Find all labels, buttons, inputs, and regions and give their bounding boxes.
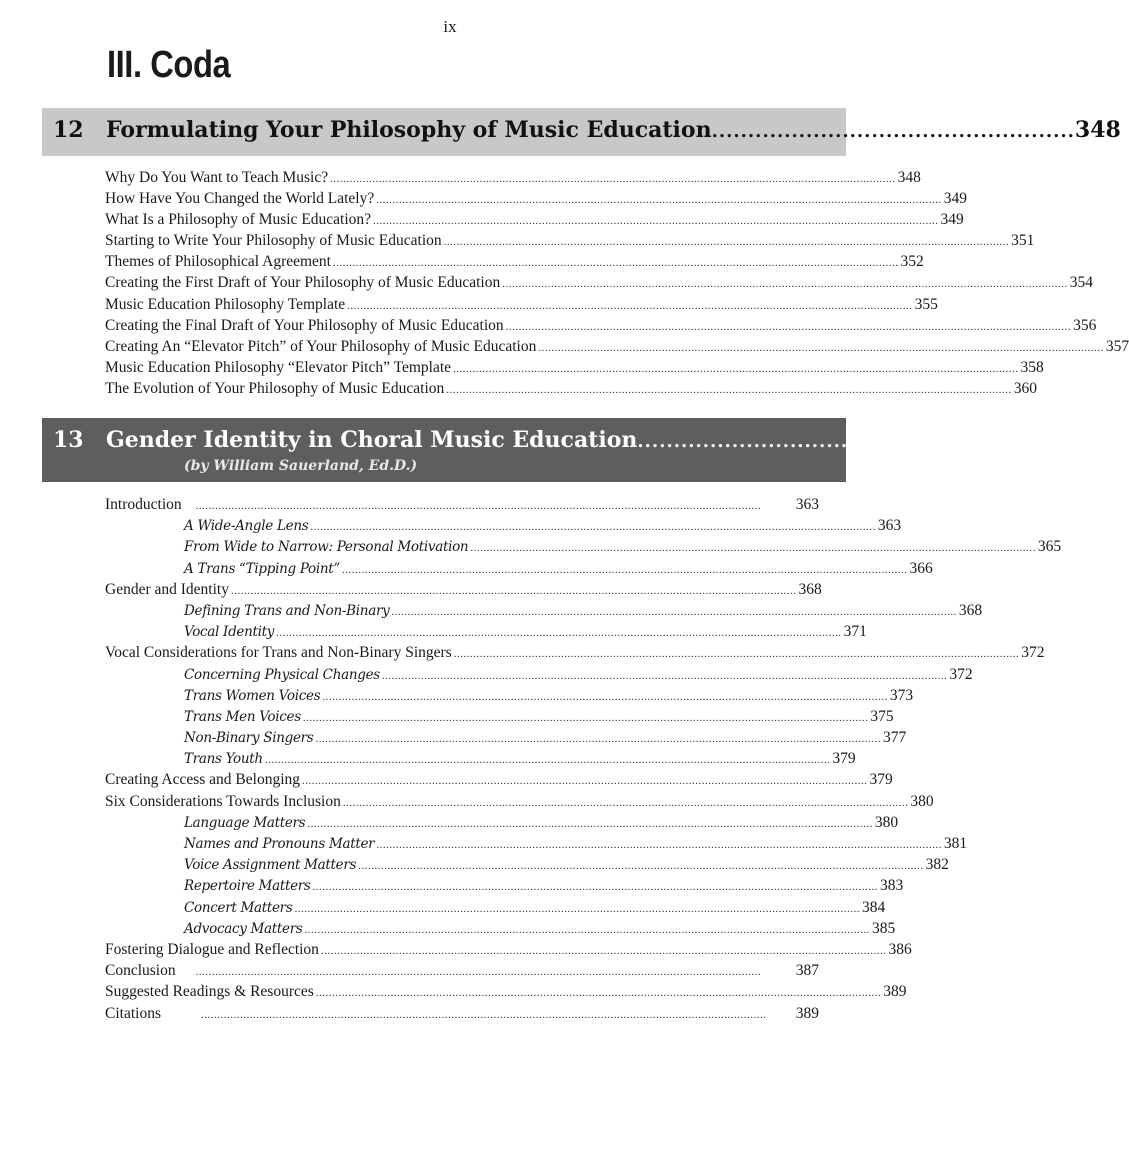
chapter-13-entries xyxy=(105,496,1062,1026)
toc-entry[interactable] xyxy=(105,962,819,983)
leader-dots: .............................................................................................................................................................................. xyxy=(453,362,1019,375)
toc-entry[interactable] xyxy=(105,496,819,517)
entry-page: 351 xyxy=(1011,232,1035,250)
entry-title: Creating Access and Belonging xyxy=(105,771,300,789)
toc-entry[interactable] xyxy=(105,337,1129,359)
toc-subentry[interactable] xyxy=(105,623,867,644)
entry-page: 363 xyxy=(877,517,902,535)
chapter-author: (by William Sauerland, Ed.D.) xyxy=(184,458,418,474)
toc-entry[interactable] xyxy=(105,316,1097,338)
leader-dots: .............................................................................................................................................................................. xyxy=(342,563,908,576)
entry-title: Themes of Philosophical Agreement xyxy=(105,253,331,271)
chapter-title: Gender Identity in Choral Music Education xyxy=(106,427,638,453)
toc-entry[interactable] xyxy=(105,580,822,602)
leader-dots: .............................................................................................................................................................................. xyxy=(195,966,762,979)
entry-page: 368 xyxy=(958,601,983,619)
entry-page: 375 xyxy=(870,707,894,725)
entry-page: 352 xyxy=(900,253,924,271)
toc-subentry[interactable] xyxy=(105,707,894,729)
toc-subentry[interactable] xyxy=(105,813,899,835)
toc-entry[interactable] xyxy=(105,253,924,274)
chapter-12-entries xyxy=(105,169,1129,401)
toc-subentry[interactable] xyxy=(105,559,933,581)
entry-title: Concerning Physical Changes xyxy=(184,666,380,683)
toc-entry[interactable] xyxy=(105,379,1038,401)
toc-entry[interactable] xyxy=(105,940,912,962)
leader-dots: .............................................................................................................................................................................. xyxy=(373,215,939,228)
entry-page: 348 xyxy=(897,169,921,186)
entry-title: Creating the Final Draft of Your Philosophy of Music Education xyxy=(105,316,504,334)
leader-dots: .............................................................................................................................................................................. xyxy=(347,299,913,312)
entry-page: 372 xyxy=(949,665,973,683)
entry-page: 379 xyxy=(832,750,856,768)
entry-title: Suggested Readings & Resources xyxy=(105,983,314,1001)
leader-dots: .................................................. xyxy=(711,121,1075,142)
toc-entry[interactable] xyxy=(105,274,1093,295)
toc-subentry[interactable] xyxy=(105,898,886,920)
entry-title: Conclusion xyxy=(105,962,176,980)
entry-page: 366 xyxy=(909,559,933,577)
leader-dots: .............................................................................................................................................................................. xyxy=(302,711,869,724)
leader-dots: .............................................................................................................................................................................. xyxy=(376,194,942,207)
entry-title: Trans Youth xyxy=(184,751,263,768)
toc-entry[interactable] xyxy=(105,358,1044,380)
entry-page: 368 xyxy=(798,580,822,598)
leader-dots: .............................................................................................................................................................................. xyxy=(446,383,1012,396)
entry-page: 380 xyxy=(910,792,934,810)
leader-dots: .............................................................................................................................................................................. xyxy=(333,257,899,270)
toc-entry[interactable] xyxy=(105,169,921,190)
toc-entry[interactable] xyxy=(105,644,1045,665)
chapter-title: Formulating Your Philosophy of Music Education xyxy=(106,117,712,143)
entry-title: The Evolution of Your Philosophy of Music Education xyxy=(105,379,445,397)
toc-entry[interactable] xyxy=(105,983,907,1004)
toc-entry[interactable] xyxy=(105,1005,819,1026)
chapter-page: 363 xyxy=(1000,427,1047,453)
toc-subentry[interactable] xyxy=(105,835,968,856)
leader-dots: .............................................................................................................................................................................. xyxy=(320,944,887,957)
chapter-13-header[interactable] xyxy=(42,418,1047,482)
chapter-page: 348 xyxy=(1074,117,1121,143)
entry-title: Defining Trans and Non-Binary xyxy=(184,602,390,619)
toc-entry[interactable] xyxy=(105,295,938,317)
entry-title: Repertoire Matters xyxy=(184,878,311,895)
entry-title: Citations xyxy=(105,1004,161,1022)
entry-page: 383 xyxy=(880,877,904,895)
leader-dots: .............................................................................................................................................................................. xyxy=(470,542,1036,555)
entry-title: Music Education Philosophy “Elevator Pitch” Template xyxy=(105,358,452,376)
leader-dots: .............................................................................................................................................................................. xyxy=(276,627,842,640)
leader-dots: .............................................................................................................................................................................. xyxy=(391,605,957,618)
leader-dots: .............................................................................................................................................................................. xyxy=(505,320,1072,333)
toc-subentry[interactable] xyxy=(105,686,914,708)
page-number: ix xyxy=(443,17,457,36)
entry-page: 381 xyxy=(943,835,968,852)
leader-dots: .............................................................................................................................................................................. xyxy=(381,669,948,682)
leader-dots: .............................................................................................................................................................................. xyxy=(195,500,762,512)
entry-page: 358 xyxy=(1020,358,1044,376)
toc-entry[interactable] xyxy=(105,232,1035,253)
toc-entry[interactable] xyxy=(105,211,964,232)
toc-subentry[interactable] xyxy=(105,517,902,538)
leader-dots: .............................................................................................................................................................................. xyxy=(443,236,1010,249)
toc-subentry[interactable] xyxy=(105,729,907,750)
entry-page: 371 xyxy=(843,623,867,641)
entry-title: Gender and Identity xyxy=(105,580,229,598)
leader-dots: .............................................................................................................................................................................. xyxy=(315,987,882,1000)
entry-page: 349 xyxy=(940,211,964,229)
leader-dots: .............................................................................................................................................................................. xyxy=(453,648,1020,661)
leader-dots: .............................................................................................................................................................................. xyxy=(342,796,909,809)
leader-dots: .............................................................................................................................................................................. xyxy=(302,775,868,788)
entry-title: Creating the First Draft of Your Philosophy of Music Education xyxy=(105,274,501,292)
entry-page: 373 xyxy=(889,686,914,704)
leader-dots: .............................................................................................................................................................................. xyxy=(358,860,924,873)
entry-page: 382 xyxy=(925,856,949,874)
entry-page: 385 xyxy=(872,919,896,937)
leader-dots: .................................................. xyxy=(637,431,1001,452)
toc-subentry[interactable] xyxy=(105,601,983,623)
toc-entry[interactable] xyxy=(105,792,934,814)
chapter-number: 13 xyxy=(53,427,84,453)
entry-page: 389 xyxy=(883,983,907,1001)
entry-title: A Wide-Angle Lens xyxy=(184,518,309,535)
leader-dots: .............................................................................................................................................................................. xyxy=(310,521,876,534)
toc-entry[interactable] xyxy=(105,190,967,211)
entry-title: Creating An “Elevator Pitch” of Your Philosophy of Music Education xyxy=(105,337,537,355)
entry-title: Introduction xyxy=(105,496,182,513)
entry-page: 372 xyxy=(1021,644,1045,662)
leader-dots: .............................................................................................................................................................................. xyxy=(230,584,797,597)
entry-title: Why Do You Want to Teach Music? xyxy=(105,169,329,186)
entry-page: 357 xyxy=(1105,337,1129,355)
entry-title: Starting to Write Your Philosophy of Music Education xyxy=(105,232,442,250)
entry-title: Advocacy Matters xyxy=(184,920,303,937)
entry-page: 386 xyxy=(888,940,912,958)
entry-page: 377 xyxy=(882,729,907,747)
toc-subentry[interactable] xyxy=(105,538,1062,559)
entry-page: 349 xyxy=(943,190,967,208)
entry-page: 356 xyxy=(1073,316,1097,334)
leader-dots: .............................................................................................................................................................................. xyxy=(322,690,888,703)
leader-dots: .............................................................................................................................................................................. xyxy=(330,173,896,185)
chapter-number: 12 xyxy=(53,117,84,143)
toc-entry[interactable] xyxy=(105,771,893,792)
leader-dots: .............................................................................................................................................................................. xyxy=(294,902,860,915)
entry-title: Vocal Considerations for Trans and Non-Binary Singers xyxy=(105,644,452,662)
entry-title: Vocal Identity xyxy=(184,624,275,641)
entry-title: Trans Women Voices xyxy=(184,687,321,704)
entry-title: Music Education Philosophy Template xyxy=(105,295,346,313)
entry-title: Fostering Dialogue and Reflection xyxy=(105,940,319,958)
leader-dots: .............................................................................................................................................................................. xyxy=(315,733,881,746)
entry-page: 379 xyxy=(869,771,893,789)
entry-title: Names and Pronouns Matter xyxy=(184,836,375,852)
leader-dots: .............................................................................................................................................................................. xyxy=(312,881,879,894)
entry-page: 365 xyxy=(1037,538,1062,556)
leader-dots: .............................................................................................................................................................................. xyxy=(307,817,873,830)
entry-title: Non-Binary Singers xyxy=(184,730,314,747)
toc-subentry[interactable] xyxy=(105,750,856,771)
entry-page: 384 xyxy=(861,898,886,916)
entry-title: From Wide to Narrow: Personal Motivation xyxy=(184,539,469,556)
entry-title: How Have You Changed the World Lately? xyxy=(105,190,375,208)
entry-title: What Is a Philosophy of Music Education? xyxy=(105,211,372,229)
leader-dots: .............................................................................................................................................................................. xyxy=(264,754,831,767)
entry-page: 360 xyxy=(1013,379,1038,397)
leader-dots: .............................................................................................................................................................................. xyxy=(200,1008,767,1021)
entry-title: Language Matters xyxy=(184,814,306,831)
leader-dots: .............................................................................................................................................................................. xyxy=(304,923,871,936)
entry-page: 387 xyxy=(795,962,819,980)
entry-title: A Trans “Tipping Point” xyxy=(184,560,341,577)
entry-title: Concert Matters xyxy=(184,899,293,916)
chapter-12-header[interactable] xyxy=(42,108,1121,156)
toc-subentry[interactable] xyxy=(105,877,904,898)
entry-title: Six Considerations Towards Inclusion xyxy=(105,792,341,810)
toc-subentry[interactable] xyxy=(105,856,949,877)
part-title: III. Coda xyxy=(107,44,231,86)
toc-subentry[interactable] xyxy=(105,919,896,941)
entry-title: Voice Assignment Matters xyxy=(184,857,357,874)
entry-page: 354 xyxy=(1069,274,1093,292)
entry-page: 380 xyxy=(874,813,899,831)
leader-dots: .............................................................................................................................................................................. xyxy=(376,839,942,851)
leader-dots: .............................................................................................................................................................................. xyxy=(502,278,1068,291)
entry-page: 363 xyxy=(795,496,819,513)
toc-subentry[interactable] xyxy=(105,665,973,687)
entry-page: 389 xyxy=(795,1004,819,1022)
entry-title: Trans Men Voices xyxy=(184,708,301,725)
entry-page: 355 xyxy=(914,295,938,313)
leader-dots: .............................................................................................................................................................................. xyxy=(538,341,1104,354)
